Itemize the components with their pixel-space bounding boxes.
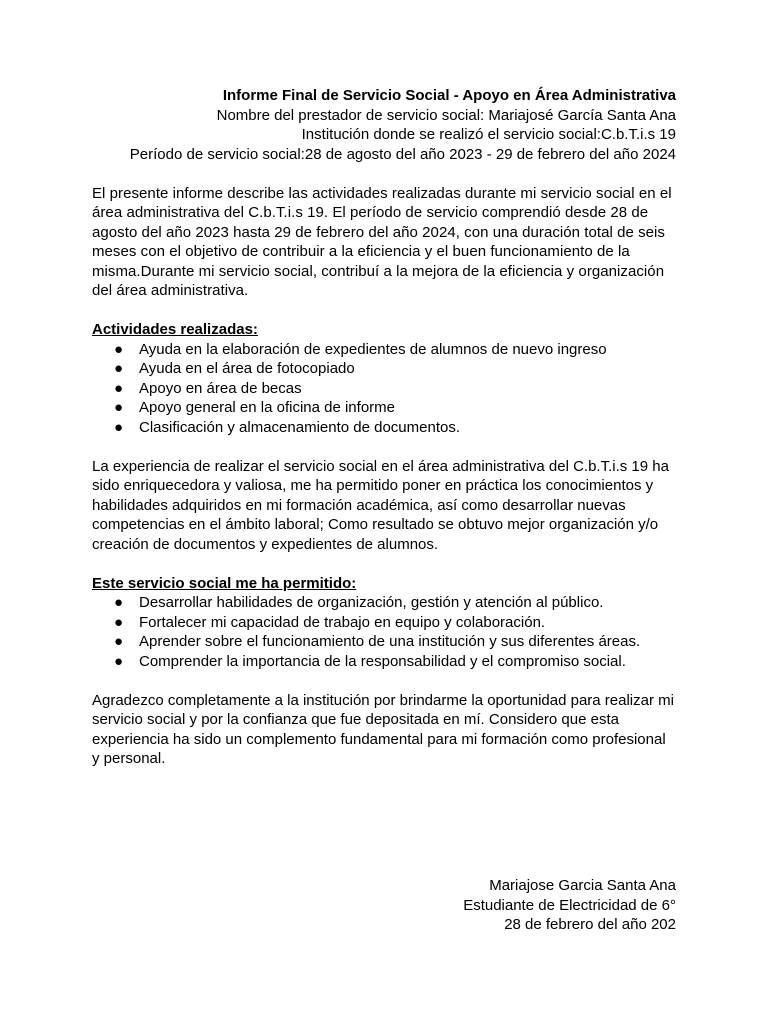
list-item: ● Fortalecer mi capacidad de trabajo en equipo y colaboración. <box>114 613 546 631</box>
closing-paragraph: Agradezco completamente a la institución por brindarme la oportunidad para realizar mi servicio social y por la confianza que fue depositada en mí. Considero que esta experiencia ha sido un complemento fundamental para mi formación como profesional y personal. <box>92 691 674 767</box>
list-item: ● Ayuda en el área de fotocopiado <box>114 360 355 377</box>
blank-line <box>92 437 676 457</box>
benefits-list <box>92 593 676 671</box>
list-item: ● Apoyo general en la oficina de informe <box>114 399 395 416</box>
list-item: ● Clasificación y almacenamiento de documentos. <box>114 418 460 436</box>
list-item: ● Apoyo en área de becas <box>114 379 302 397</box>
bullet-icon: ● <box>114 633 124 650</box>
activities-list <box>92 340 676 438</box>
signature-role: Estudiante de Electricidad de 6° <box>463 896 676 914</box>
list-item: ● Aprender sobre el funcionamiento de una institución y sus diferentes áreas. <box>114 633 641 650</box>
intro-paragraph: El presente informe describe las actividades realizadas durante mi servicio social en el área administrativa del C.b.T.i.s 19. El período de servicio comprendió desde 28 de agosto del año 2023 hasta 29 de febrero del año 2024, con una duración total de seis meses con el objetivo de contribuir a la eficiencia y el buen funcionamiento de la misma.Durante mi servicio social, contribuí a la mejora de la eficiencia y organización del área administrativa. <box>92 184 672 299</box>
signature-block <box>92 876 676 935</box>
benefits-heading: Este servicio social me ha permitido: <box>92 574 357 592</box>
signature-name: Mariajose Garcia Santa Ana <box>489 877 676 894</box>
report-body <box>92 86 676 769</box>
bullet-icon: ● <box>114 613 124 631</box>
list-item: ● Desarrollar habilidades de organización, gestión y atención al público. <box>114 594 604 611</box>
report-header <box>92 86 676 164</box>
service-period-line: Período de servicio social:28 de agosto del año 2023 - 29 de febrero del año 2024 <box>129 145 676 163</box>
institution-line: Institución donde se realizó el servicio social:C.b.T.i.s 19 <box>301 126 676 143</box>
bullet-icon: ● <box>114 652 124 670</box>
list-item: ● Comprender la importancia de la responsabilidad y el compromiso social. <box>114 652 626 670</box>
bullet-icon: ● <box>114 594 124 611</box>
blank-line <box>92 671 676 691</box>
experience-paragraph: La experiencia de realizar el servicio social en el área administrativa del C.b.T.i.s 19 ha sido enriquecedora y valiosa, me ha permitido poner en práctica los conocimientos y habilidades adquiridos en mi formación académica, así como desarrollar nuevas competencias en el ámbito laboral; Como resultado se obtuvo mejor organización y/o creación de documentos y expedientes de alumnos. <box>92 457 669 553</box>
bullet-icon: ● <box>114 379 124 397</box>
blank-line <box>92 301 676 321</box>
bullet-icon: ● <box>114 340 124 358</box>
activities-heading: Actividades realizadas: <box>92 321 258 338</box>
bullet-icon: ● <box>114 360 124 377</box>
list-item: ● Ayuda en la elaboración de expedientes de alumnos de nuevo ingreso <box>114 340 607 358</box>
bullet-icon: ● <box>114 399 124 416</box>
report-title: Informe Final de Servicio Social - Apoyo en Área Administrativa <box>222 87 676 104</box>
bullet-icon: ● <box>114 418 124 436</box>
blank-line <box>92 164 676 184</box>
blank-line <box>92 554 676 574</box>
provider-name-line: Nombre del prestador de servicio social: Mariajosé García Santa Ana <box>216 106 676 124</box>
signature-date: 28 de febrero del año 202 <box>504 916 676 933</box>
